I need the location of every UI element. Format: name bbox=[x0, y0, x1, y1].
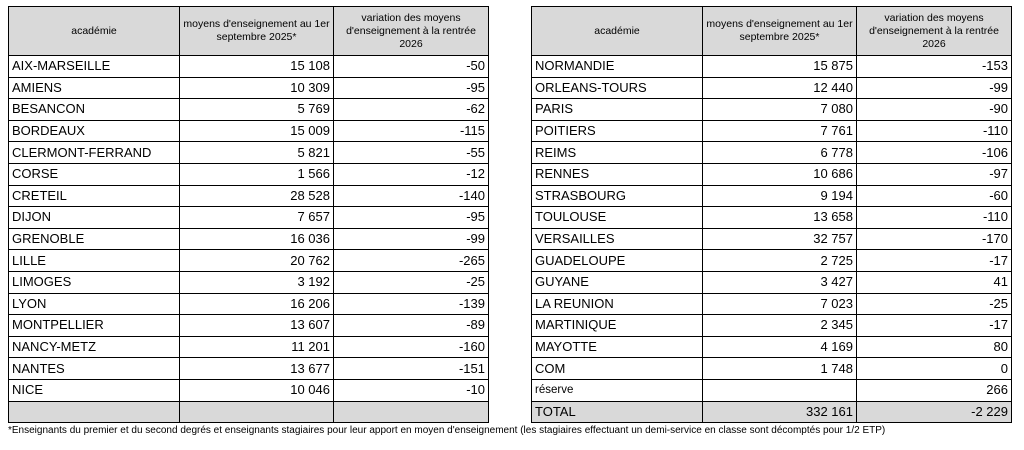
academie-cell: GUYANE bbox=[532, 271, 703, 293]
academie-cell: MONTPELLIER bbox=[9, 315, 180, 337]
variation-cell bbox=[334, 401, 489, 423]
table-row bbox=[9, 379, 489, 401]
moyens-cell: 3 427 bbox=[703, 271, 857, 293]
academie-cell: POITIERS bbox=[532, 120, 703, 142]
table-row bbox=[532, 358, 1012, 380]
variation-cell: 266 bbox=[857, 379, 1012, 401]
moyens-cell: 5 821 bbox=[180, 142, 334, 164]
table-row bbox=[532, 336, 1012, 358]
academie-cell: MAYOTTE bbox=[532, 336, 703, 358]
header-row bbox=[9, 7, 489, 56]
moyens-cell: 1 566 bbox=[180, 163, 334, 185]
moyens-cell: 7 657 bbox=[180, 207, 334, 229]
table-row bbox=[532, 379, 1012, 401]
left-table bbox=[8, 6, 489, 423]
header-moyens: moyens d'enseignement au 1er septembre 2025* bbox=[180, 7, 334, 56]
header-academie: académie bbox=[532, 7, 703, 56]
academie-cell: NANCY-METZ bbox=[9, 336, 180, 358]
academie-cell: AMIENS bbox=[9, 77, 180, 99]
variation-cell: -17 bbox=[857, 250, 1012, 272]
academie-cell: GUADELOUPE bbox=[532, 250, 703, 272]
header-variation: variation des moyens d'enseignement à la rentrée 2026 bbox=[334, 7, 489, 56]
table-row bbox=[532, 185, 1012, 207]
table-row bbox=[532, 120, 1012, 142]
moyens-cell bbox=[703, 379, 857, 401]
moyens-cell: 332 161 bbox=[703, 401, 857, 423]
moyens-cell: 2 345 bbox=[703, 315, 857, 337]
table-row bbox=[532, 271, 1012, 293]
academie-cell: CRETEIL bbox=[9, 185, 180, 207]
academie-cell: NANTES bbox=[9, 358, 180, 380]
table-row bbox=[9, 207, 489, 229]
table-row bbox=[9, 142, 489, 164]
variation-cell: -110 bbox=[857, 207, 1012, 229]
moyens-cell: 15 875 bbox=[703, 56, 857, 78]
moyens-cell: 5 769 bbox=[180, 99, 334, 121]
table-row bbox=[532, 77, 1012, 99]
variation-cell: -25 bbox=[857, 293, 1012, 315]
table-row bbox=[9, 271, 489, 293]
moyens-cell: 2 725 bbox=[703, 250, 857, 272]
academie-cell: BORDEAUX bbox=[9, 120, 180, 142]
variation-cell: -50 bbox=[334, 56, 489, 78]
variation-cell: -55 bbox=[334, 142, 489, 164]
academie-cell: ORLEANS-TOURS bbox=[532, 77, 703, 99]
table-row bbox=[9, 358, 489, 380]
academie-cell: TOTAL bbox=[532, 401, 703, 423]
variation-cell: -97 bbox=[857, 163, 1012, 185]
variation-cell: -12 bbox=[334, 163, 489, 185]
moyens-cell: 13 607 bbox=[180, 315, 334, 337]
moyens-cell: 7 023 bbox=[703, 293, 857, 315]
academie-cell: LYON bbox=[9, 293, 180, 315]
academie-cell: PARIS bbox=[532, 99, 703, 121]
variation-cell: -95 bbox=[334, 77, 489, 99]
academie-cell: CORSE bbox=[9, 163, 180, 185]
academie-cell: LIMOGES bbox=[9, 271, 180, 293]
moyens-cell: 11 201 bbox=[180, 336, 334, 358]
variation-cell: -99 bbox=[857, 77, 1012, 99]
variation-cell: -10 bbox=[334, 379, 489, 401]
table-row bbox=[532, 56, 1012, 78]
table-row bbox=[9, 228, 489, 250]
moyens-cell: 10 046 bbox=[180, 379, 334, 401]
variation-cell: 80 bbox=[857, 336, 1012, 358]
moyens-cell: 28 528 bbox=[180, 185, 334, 207]
moyens-cell: 12 440 bbox=[703, 77, 857, 99]
variation-cell: -60 bbox=[857, 185, 1012, 207]
academie-cell: COM bbox=[532, 358, 703, 380]
academie-cell: VERSAILLES bbox=[532, 228, 703, 250]
variation-cell: -160 bbox=[334, 336, 489, 358]
moyens-cell: 13 677 bbox=[180, 358, 334, 380]
variation-cell: -170 bbox=[857, 228, 1012, 250]
header-moyens: moyens d'enseignement au 1er septembre 2025* bbox=[703, 7, 857, 56]
table-row bbox=[9, 293, 489, 315]
variation-cell: 0 bbox=[857, 358, 1012, 380]
moyens-cell: 10 686 bbox=[703, 163, 857, 185]
variation-cell: -25 bbox=[334, 271, 489, 293]
table-row bbox=[532, 401, 1012, 423]
variation-cell: -265 bbox=[334, 250, 489, 272]
variation-cell: -90 bbox=[857, 99, 1012, 121]
variation-cell: -89 bbox=[334, 315, 489, 337]
footnote: *Enseignants du premier et du second degrés et enseignants stagiaires pour leur apport en moyen d'enseignement (les stagiaires effectuant un demi-service en classe sont décomptés pour 1/2 ETP) bbox=[8, 425, 886, 436]
academie-cell: MARTINIQUE bbox=[532, 315, 703, 337]
moyens-cell: 13 658 bbox=[703, 207, 857, 229]
header-academie: académie bbox=[9, 7, 180, 56]
variation-cell: -140 bbox=[334, 185, 489, 207]
moyens-cell: 10 309 bbox=[180, 77, 334, 99]
academie-cell: LA REUNION bbox=[532, 293, 703, 315]
table-row bbox=[532, 293, 1012, 315]
moyens-cell: 16 036 bbox=[180, 228, 334, 250]
variation-cell: -95 bbox=[334, 207, 489, 229]
moyens-cell: 3 192 bbox=[180, 271, 334, 293]
table-row bbox=[9, 250, 489, 272]
variation-cell: -106 bbox=[857, 142, 1012, 164]
academie-cell: NORMANDIE bbox=[532, 56, 703, 78]
variation-cell: -99 bbox=[334, 228, 489, 250]
moyens-cell: 6 778 bbox=[703, 142, 857, 164]
moyens-cell: 7 080 bbox=[703, 99, 857, 121]
academie-cell: BESANCON bbox=[9, 99, 180, 121]
table-row bbox=[532, 315, 1012, 337]
table-row bbox=[532, 207, 1012, 229]
table-row bbox=[532, 142, 1012, 164]
academie-cell: réserve bbox=[532, 379, 703, 401]
variation-cell: 41 bbox=[857, 271, 1012, 293]
right-table-body bbox=[532, 56, 1012, 423]
variation-cell: -151 bbox=[334, 358, 489, 380]
academie-cell: AIX-MARSEILLE bbox=[9, 56, 180, 78]
right-table bbox=[531, 6, 1012, 423]
academie-cell: LILLE bbox=[9, 250, 180, 272]
variation-cell: -17 bbox=[857, 315, 1012, 337]
variation-cell: -110 bbox=[857, 120, 1012, 142]
table-row bbox=[9, 120, 489, 142]
academie-cell: DIJON bbox=[9, 207, 180, 229]
table-row bbox=[9, 77, 489, 99]
header-row bbox=[532, 7, 1012, 56]
moyens-cell: 4 169 bbox=[703, 336, 857, 358]
table-row bbox=[532, 163, 1012, 185]
moyens-cell: 16 206 bbox=[180, 293, 334, 315]
academie-cell: REIMS bbox=[532, 142, 703, 164]
variation-cell: -2 229 bbox=[857, 401, 1012, 423]
academie-cell: RENNES bbox=[532, 163, 703, 185]
moyens-cell: 15 009 bbox=[180, 120, 334, 142]
variation-cell: -62 bbox=[334, 99, 489, 121]
variation-cell: -115 bbox=[334, 120, 489, 142]
moyens-cell bbox=[180, 401, 334, 423]
academie-cell bbox=[9, 401, 180, 423]
table-row bbox=[9, 336, 489, 358]
variation-cell: -139 bbox=[334, 293, 489, 315]
moyens-cell: 20 762 bbox=[180, 250, 334, 272]
header-variation: variation des moyens d'enseignement à la rentrée 2026 bbox=[857, 7, 1012, 56]
table-row bbox=[9, 163, 489, 185]
table-row bbox=[9, 56, 489, 78]
academie-cell: GRENOBLE bbox=[9, 228, 180, 250]
table-row bbox=[532, 99, 1012, 121]
moyens-cell: 1 748 bbox=[703, 358, 857, 380]
academie-cell: STRASBOURG bbox=[532, 185, 703, 207]
academie-cell: CLERMONT-FERRAND bbox=[9, 142, 180, 164]
table-row bbox=[9, 401, 489, 423]
table-row bbox=[9, 185, 489, 207]
table-row bbox=[9, 315, 489, 337]
table-row bbox=[9, 99, 489, 121]
academie-cell: NICE bbox=[9, 379, 180, 401]
moyens-cell: 32 757 bbox=[703, 228, 857, 250]
moyens-cell: 15 108 bbox=[180, 56, 334, 78]
left-table-body bbox=[9, 56, 489, 423]
moyens-cell: 9 194 bbox=[703, 185, 857, 207]
moyens-cell: 7 761 bbox=[703, 120, 857, 142]
academie-cell: TOULOUSE bbox=[532, 207, 703, 229]
table-row bbox=[532, 228, 1012, 250]
variation-cell: -153 bbox=[857, 56, 1012, 78]
table-row bbox=[532, 250, 1012, 272]
